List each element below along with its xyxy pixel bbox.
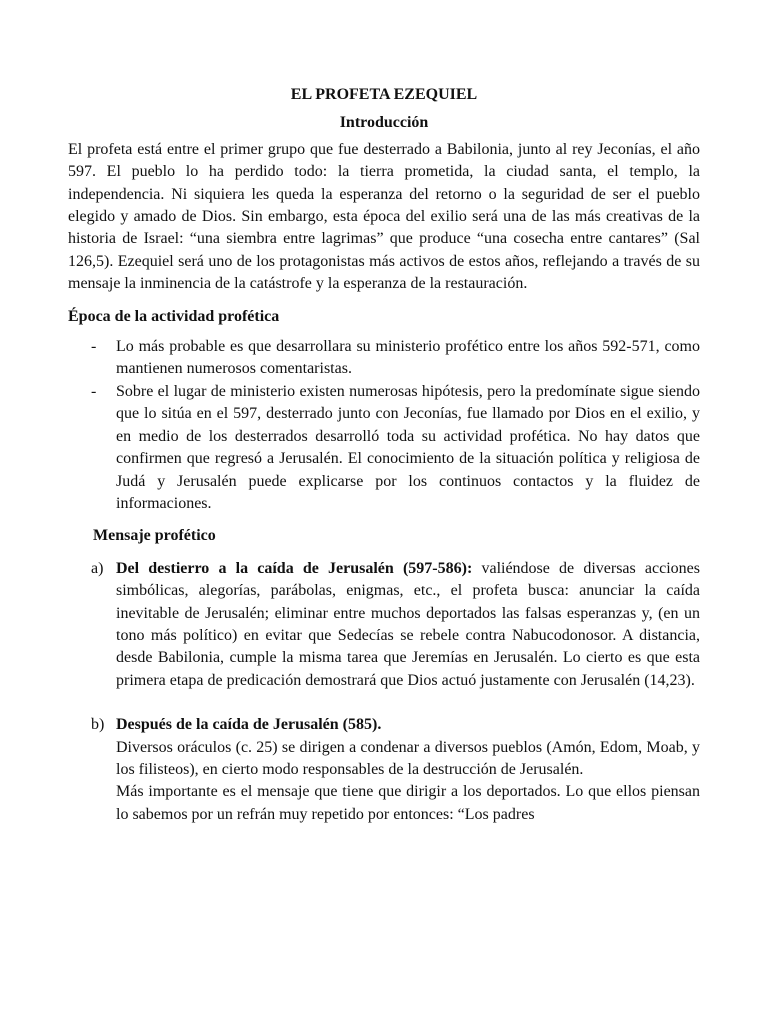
list-item <box>68 558 700 692</box>
list-item <box>68 714 700 826</box>
list-item-bold-lead: Del destierro a la caída de Jerusalén (597-586): <box>116 559 473 577</box>
list-item-bold-lead: Después de la caída de Jerusalén (585). <box>116 716 382 734</box>
list-marker: b) <box>91 716 105 734</box>
message-list <box>68 558 700 826</box>
intro-paragraph: El profeta está entre el primer grupo que fue desterrado a Babilonia, junto al rey Jeconías, el año 597. El pueblo lo ha perdido todo: la tierra prometida, la ciudad santa, el templo, la independencia. Ni siquiera les queda la esperanza del retorno o la seguridad de ser el pueblo elegido y amado de Dios. Sin embargo, esta época del exilio será una de las más creativas de la historia de Israel: “una siembra entre lagrimas” que produce “una cosecha entre cantares” (Sal 126,5). Ezequiel será uno de los protagonistas más activos de estos años, reflejando a través de su mensaje la inminencia de la catástrofe y la esperanza de la restauración. <box>68 140 700 293</box>
activity-list <box>68 336 700 515</box>
list-marker: - <box>91 382 97 400</box>
list-marker: - <box>91 338 97 356</box>
list-item-text: valiéndose de diversas acciones simbólicas, alegorías, parábolas, enigmas, etc., el profeta busca: anunciar la caída inevitable de Jerusalén; eliminar entre muchos deportados las falsas esperanzas y, (en un tono más político) en evitar que Sedecías se rebele contra Nabucodonosor. A distancia, desde Babilonia, cumple la misma tarea que Jeremías en Jerusalén. Lo cierto es que esta primera etapa de predicación demostrará que Dios actuó justamente con Jerusalén (14,23). <box>116 559 701 689</box>
list-item-text: Sobre el lugar de ministerio existen numerosas hipótesis, pero la predomínate sigue siendo que lo sitúa en el 597, desterrado junto con Jeconías, fue llamado por Dios en el exilio, y en medio de los desterrados desarrolló toda su actividad profética. No hay datos que confirmen que regresó a Jerusalén. El conocimiento de la situación política y religiosa de Judá y Jerusalén puede explicarse por los continuos contactos y la fluidez de informaciones. <box>116 382 700 512</box>
document-page <box>68 84 700 848</box>
list-item-text: Lo más probable es que desarrollara su ministerio profético entre los años 592-571, como mantienen numerosos comentaristas. <box>116 338 700 378</box>
intro-heading: Introducción <box>339 114 429 132</box>
list-marker: a) <box>91 559 104 577</box>
document-title: EL PROFETA EZEQUIEL <box>290 86 478 103</box>
list-item <box>68 336 700 381</box>
list-item-paragraph: Más importante es el mensaje que tiene que dirigir a los deportados. Lo que ellos piensan lo sabemos por un refrán muy repetido por entonces: “Los padres <box>116 783 700 823</box>
activity-heading: Época de la actividad profética <box>68 307 280 325</box>
list-item-paragraph: Diversos oráculos (c. 25) se dirigen a condenar a diversos pueblos (Amón, Edom, Moab, y los filisteos), en cierto modo responsables de la destrucción de Jerusalén. <box>116 738 700 778</box>
message-heading: Mensaje profético <box>93 527 216 545</box>
list-item <box>68 381 700 515</box>
